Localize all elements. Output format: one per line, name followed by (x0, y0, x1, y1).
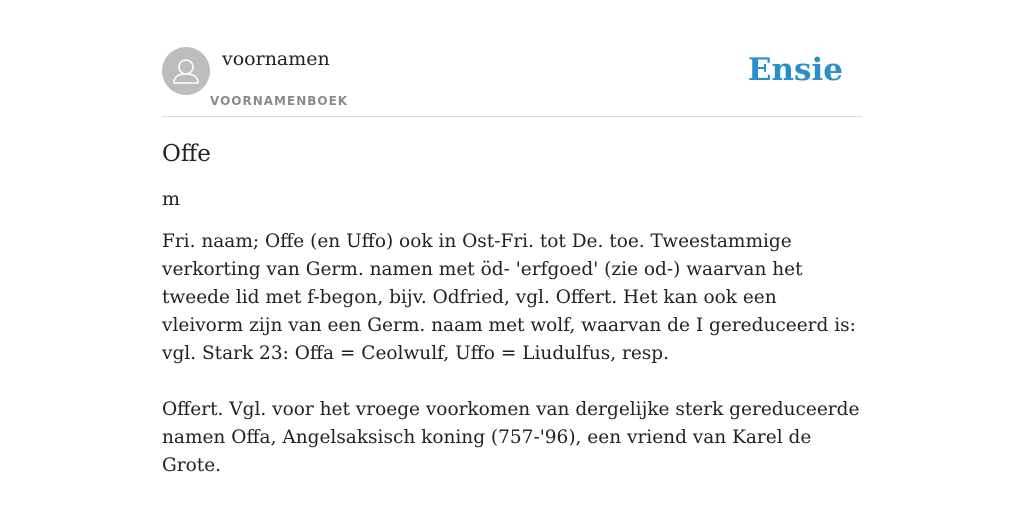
entry-description (162, 228, 862, 480)
user-subtitle[interactable]: VOORNAMENBOEK (210, 94, 349, 108)
header (162, 0, 862, 117)
entry-gender: m (162, 188, 181, 210)
entry-paragraph: Fri. naam; Offe (en Uffo) ook in Ost-Fri. tot De. toe. Tweestammige verkorting van Germ. namen met öd- 'erfgoed' (zie od-) waarvan het tweede lid met f-begon, bijv. Odfried, vgl. Offert. Het kan ook een vleivorm zijn van een Germ. naam met wolf, waarvan de I gereduceerd is: vgl. Stark 23: Offa = Ceolwulf, Uffo = Liudulfus, resp. (162, 231, 856, 364)
entry-title: Offe (162, 141, 211, 167)
entry-content (162, 136, 862, 508)
entry-paragraph: Offert. Vgl. voor het vroege voorkomen van dergelijke sterk gereduceerde namen Offa, Angelsaksisch koning (757-'96), een vriend van Karel de Grote. (162, 399, 860, 476)
user-avatar-icon[interactable] (162, 47, 210, 95)
ensie-logo[interactable]: Ensie (747, 52, 843, 88)
user-name[interactable]: voornamen (222, 48, 330, 70)
